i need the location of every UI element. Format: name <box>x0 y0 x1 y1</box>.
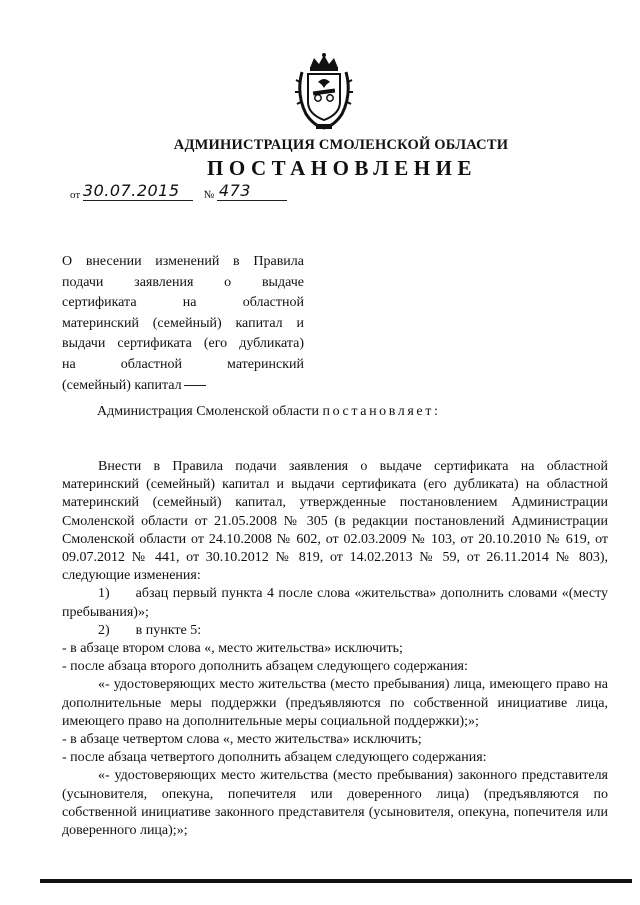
quote-paragraph: «- удостоверяющих место жительства (место пребывания) законного представителя (усыновителя, опекуна, попечителя или доверенного лица) (предъявляются по собственной инициативе законного представителя (усыновителя, опекуна, попечителя или доверенного лица);»; <box>62 768 608 839</box>
sub-item: - после абзаца второго дополнить абзацем следующего содержания: <box>62 659 468 675</box>
decree-intro <box>97 404 440 420</box>
sub-item: - в абзаце четвертом слова «, место жительства» исключить; <box>62 732 422 748</box>
subject-line <box>62 376 304 397</box>
sub-item: - в абзаце втором слова «, место жительства» исключить; <box>62 641 403 657</box>
date-number-line <box>70 181 287 201</box>
handwritten-number: 473 <box>218 181 251 200</box>
decree-issuer: Администрация Смоленской области <box>97 404 320 419</box>
subject-line: выдачи сертификата (его дубликата) <box>62 336 304 352</box>
item-2-number: 2) <box>98 622 110 638</box>
item-1 <box>62 585 608 621</box>
date-label: от <box>70 189 81 201</box>
decree-body <box>62 458 608 840</box>
subject-line: сертификата на областной <box>62 295 304 311</box>
page-bottom-rule <box>40 879 632 883</box>
document-subject <box>62 252 304 396</box>
item-1-number: 1) <box>98 586 110 602</box>
subject-line: на областной материнский <box>62 356 304 372</box>
handwritten-date: 30.07.2015 <box>82 181 180 200</box>
number-field <box>217 181 287 201</box>
subject-line: материнский (семейный) капитал и <box>62 315 304 331</box>
intro-paragraph: Внести в Правила подачи заявления о выдаче сертификата на областной материнский (семейный) капитал и выдачи сертификата (его дубликата) на областной материнский (семейный) капитал, утвержденные постановлением Администрации Смоленской области от 21.05.2008 № 305 (в редакции постановлений Администрации Смоленской области от 24.10.2008 № 602, от 02.03.2009 № 103, от 20.10.2010 № 619, от 09.07.2012 № 441, от 30.10.2012 № 819, от 14.02.2013 № 59, от 26.11.2014 № 803), следующие изменения: <box>62 459 608 584</box>
coat-of-arms-emblem <box>294 52 354 132</box>
item-2-text: в пункте 5: <box>135 622 202 638</box>
item-2 <box>62 622 608 640</box>
subject-line: подачи заявления о выдаче <box>62 274 304 290</box>
decree-verb: постановляет: <box>322 404 441 419</box>
subject-last-line: (семейный) капитал <box>62 377 182 393</box>
organization-name: АДМИНИСТРАЦИЯ СМОЛЕНСКОЙ ОБЛАСТИ <box>173 137 509 153</box>
item-1-text: абзац первый пункта 4 после слова «жительства» дополнить словами «(месту пребывания)»; <box>62 586 608 620</box>
document-type-title: ПОСТАНОВЛЕНИЕ <box>207 156 477 180</box>
sub-item: - после абзаца четвертого дополнить абзацем следующего содержания: <box>62 750 487 766</box>
subject-line: О внесении изменений в Правила <box>62 254 304 269</box>
quote-paragraph: «- удостоверяющих место жительства (место пребывания) лица, имеющего право на дополнительные меры поддержки (предъявляются по собственной инициативе лица, имеющего право на дополнительные меры социальной поддержки);»; <box>62 677 608 729</box>
number-label: № <box>203 189 215 201</box>
date-field <box>82 181 193 201</box>
